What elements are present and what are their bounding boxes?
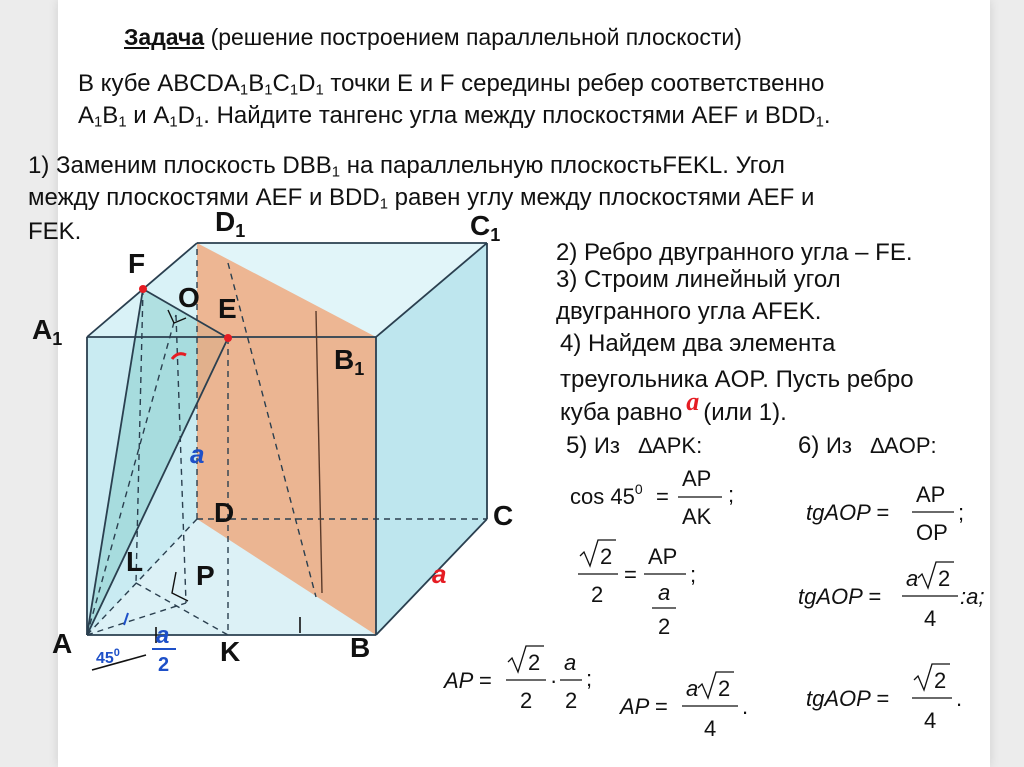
f5-num: AP (916, 482, 946, 507)
f5-lhs: tgAOP = (806, 500, 889, 525)
label-b1: $B_1$ (334, 344, 365, 379)
step5-header: 5) Из ∆APK: (566, 432, 703, 459)
f4-den: 4 (704, 716, 717, 741)
label-edge-a-left: a (190, 439, 205, 469)
f3-n1-root: 2 (528, 650, 541, 675)
f4-lhs: AP = (620, 694, 668, 719)
f1-num: AP (682, 466, 712, 491)
f6-den: 4 (924, 606, 937, 631)
f7-end: . (956, 686, 963, 711)
label-c1: $C_1$ (470, 210, 501, 245)
label-a: A (52, 628, 73, 659)
f3-lhs: AP = (444, 668, 492, 693)
label-b: B (350, 632, 371, 663)
step1-line-1: 1) Заменим плоскость $DBB_1$ на параллельную плоскостьFEKL. Угол (28, 152, 785, 181)
f7-num-root: 2 (934, 668, 947, 693)
f6-num-root: 2 (938, 566, 951, 591)
step4-line-1: 4) Найдем два элемента (560, 330, 836, 357)
title-label: Задача (124, 24, 205, 50)
f1-eq: = (656, 484, 669, 509)
f1-lhs: $\cos 45^0$ (570, 481, 643, 509)
f2-den-den: 2 (658, 614, 671, 639)
formulas-right (800, 460, 1000, 750)
title-note: (решение построением параллельной плоскости) (210, 24, 742, 50)
step1-line-3: FEK. (28, 218, 82, 245)
f3-n2: a (564, 650, 577, 675)
f3-d2: 2 (565, 688, 578, 713)
f6-lhs: tgAOP = (798, 584, 881, 609)
f5-end: ; (958, 500, 965, 525)
label-d1: $D_1$ (215, 206, 246, 241)
step4-line-2: треугольника AOP. Пусть ребро (560, 366, 914, 393)
label-half-edge-num: a (156, 622, 170, 649)
label-o: O (178, 282, 200, 313)
step6-header: 6) Из ∆AOP: (798, 432, 937, 459)
problem-line-1: В кубе $ABCDA_1B_1C_1D_1$ точки E и F середины ребер соответственно (78, 70, 825, 99)
label-f: F (128, 248, 146, 279)
label-angle-45: $45^0$ (96, 647, 120, 667)
f7-den: 4 (924, 708, 937, 733)
f2-lnum-root: 2 (600, 544, 613, 569)
label-e: E (218, 293, 237, 324)
f1-den: AK (682, 504, 712, 529)
point-f (139, 285, 147, 293)
formulas-left (444, 460, 780, 750)
label-edge-a-right: a (432, 559, 447, 589)
label-half-edge-den: 2 (158, 654, 170, 676)
f2-num: AP (648, 544, 678, 569)
label-c: C (493, 500, 514, 531)
cube-diagram (0, 206, 560, 676)
f4-num-root: 2 (718, 676, 731, 701)
f2-eq: = (624, 562, 637, 587)
f2-lden: 2 (591, 582, 604, 607)
step2: 2) Ребро двугранного угла – FE. (556, 239, 913, 266)
f3-end: ; (586, 666, 593, 691)
f3-d1: 2 (520, 688, 533, 713)
f6-num-a: a (906, 566, 919, 591)
point-e (224, 334, 232, 342)
f4-end: . (742, 694, 749, 719)
f5-den: OP (916, 520, 948, 545)
f2-den-num: a (658, 580, 671, 605)
label-a1: $A_1$ (32, 314, 63, 349)
label-k: K (220, 636, 241, 667)
f4-num-a: a (686, 676, 699, 701)
step3-line-1: 3) Строим линейный угол (556, 266, 841, 293)
f3-dot: · (550, 668, 558, 693)
label-p: P (196, 560, 215, 591)
page-title (124, 22, 742, 53)
problem-line-2: $A_1B_1$ и $A_1D_1$. Найдите тангенс угла между плоскостями AEF и $BDD_1$. (78, 102, 831, 131)
step4-line-3: куба равно a (или 1). (560, 387, 787, 426)
f7-lhs: tgAOP = (806, 686, 889, 711)
f2-end: ; (690, 562, 697, 587)
step1-line-2: между плоскостями AEF и $BDD_1$ равен углу между плоскостями AEF и (28, 184, 815, 213)
label-l: L (126, 546, 144, 577)
f1-end: ; (728, 482, 735, 507)
label-d: D (214, 497, 235, 528)
step3-line-2: двугранного угла AFEK. (556, 298, 822, 325)
f6-tail: :a; (960, 584, 985, 609)
